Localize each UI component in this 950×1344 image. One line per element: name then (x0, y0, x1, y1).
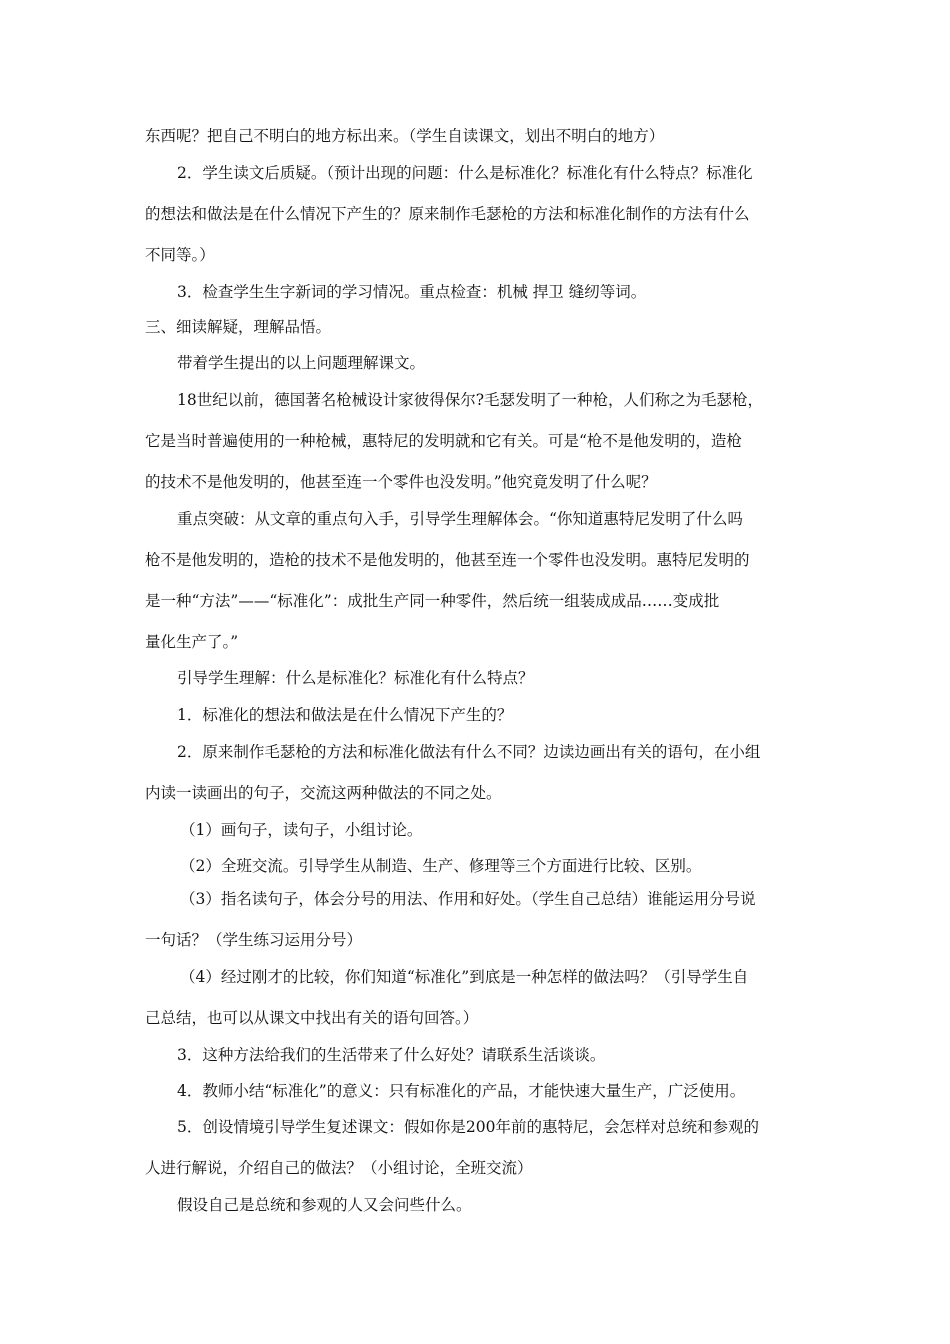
text-line: 4．教师小结“标准化”的意义：只有标准化的产品，才能快速大量生产，广泛使用。 (177, 1082, 746, 1100)
text-line: 内读一读画出的句子，交流这两种做法的不同之处。 (145, 784, 502, 802)
text-line: 2．学生读文后质疑。（预计出现的问题：什么是标准化？标准化有什么特点？标准化 (177, 164, 753, 182)
text-line: 重点突破：从文章的重点句入手，引导学生理解体会。“你知道惠特尼发明了什么吗 (177, 510, 743, 528)
text-line: 18世纪以前，德国著名枪械设计家彼得保尔?毛瑟发明了一种枪，人们称之为毛瑟枪， (177, 391, 764, 409)
text-line: 引导学生理解：什么是标准化？标准化有什么特点？ (177, 669, 534, 687)
text-line: 是一种“方法”——“标准化”：成批生产同一种零件，然后统一组装成成品……变成批 (145, 592, 720, 610)
text-line: 2．原来制作毛瑟枪的方法和标准化做法有什么不同？边读边画出有关的语句，在小组 (177, 743, 761, 761)
text-line: （3）指名读句子，体会分号的用法、作用和好处。（学生自己总结）谁能运用分号说 (180, 890, 756, 908)
text-line: 人进行解说，介绍自己的做法？（小组讨论，全班交流） (145, 1159, 533, 1177)
text-line: （4）经过刚才的比较，你们知道“标准化”到底是一种怎样的做法吗？（引导学生自 (180, 968, 749, 986)
text-line: （2）全班交流。引导学生从制造、生产、修理等三个方面进行比较、区别。 (180, 857, 702, 875)
text-line: 不同等。） (145, 246, 215, 264)
text-line: 量化生产了。” (145, 633, 239, 651)
text-line: 3．这种方法给我们的生活带来了什么好处？请联系生活谈谈。 (177, 1046, 606, 1064)
text-line: 带着学生提出的以上问题理解课文。 (177, 354, 426, 372)
text-line: 一句话？（学生练习运用分号） (145, 931, 363, 949)
text-line: 枪不是他发明的，造枪的技术不是他发明的，他甚至连一个零件也没发明。惠特尼发明的 (145, 551, 750, 569)
text-line: （1）画句子，读句子，小组讨论。 (180, 821, 423, 839)
text-line: 的想法和做法是在什么情况下产生的？原来制作毛瑟枪的方法和标准化制作的方法有什么 (145, 205, 750, 223)
text-line: 假设自己是总统和参观的人又会问些什么。 (177, 1196, 472, 1214)
text-line: 它是当时普遍使用的一种枪械，惠特尼的发明就和它有关。可是“枪不是他发明的，造枪 (145, 432, 742, 450)
section-heading: 三、细读解疑，理解品悟。 (145, 318, 332, 336)
text-line: 3．检查学生生字新词的学习情况。重点检查：机械 捍卫 缝纫等词。 (177, 283, 647, 301)
text-line: 己总结，也可以从课文中找出有关的语句回答。） (145, 1009, 479, 1027)
text-line: 1．标准化的想法和做法是在什么情况下产生的？ (177, 706, 513, 724)
text-line: 的技术不是他发明的，他甚至连一个零件也没发明。”他究竟发明了什么呢？ (145, 473, 657, 491)
text-line: 5．创设情境引导学生复述课文：假如你是200年前的惠特尼，会怎样对总统和参观的 (177, 1118, 759, 1136)
text-line: 东西呢？把自己不明白的地方标出来。（学生自读课文，划出不明白的地方） (145, 127, 665, 145)
